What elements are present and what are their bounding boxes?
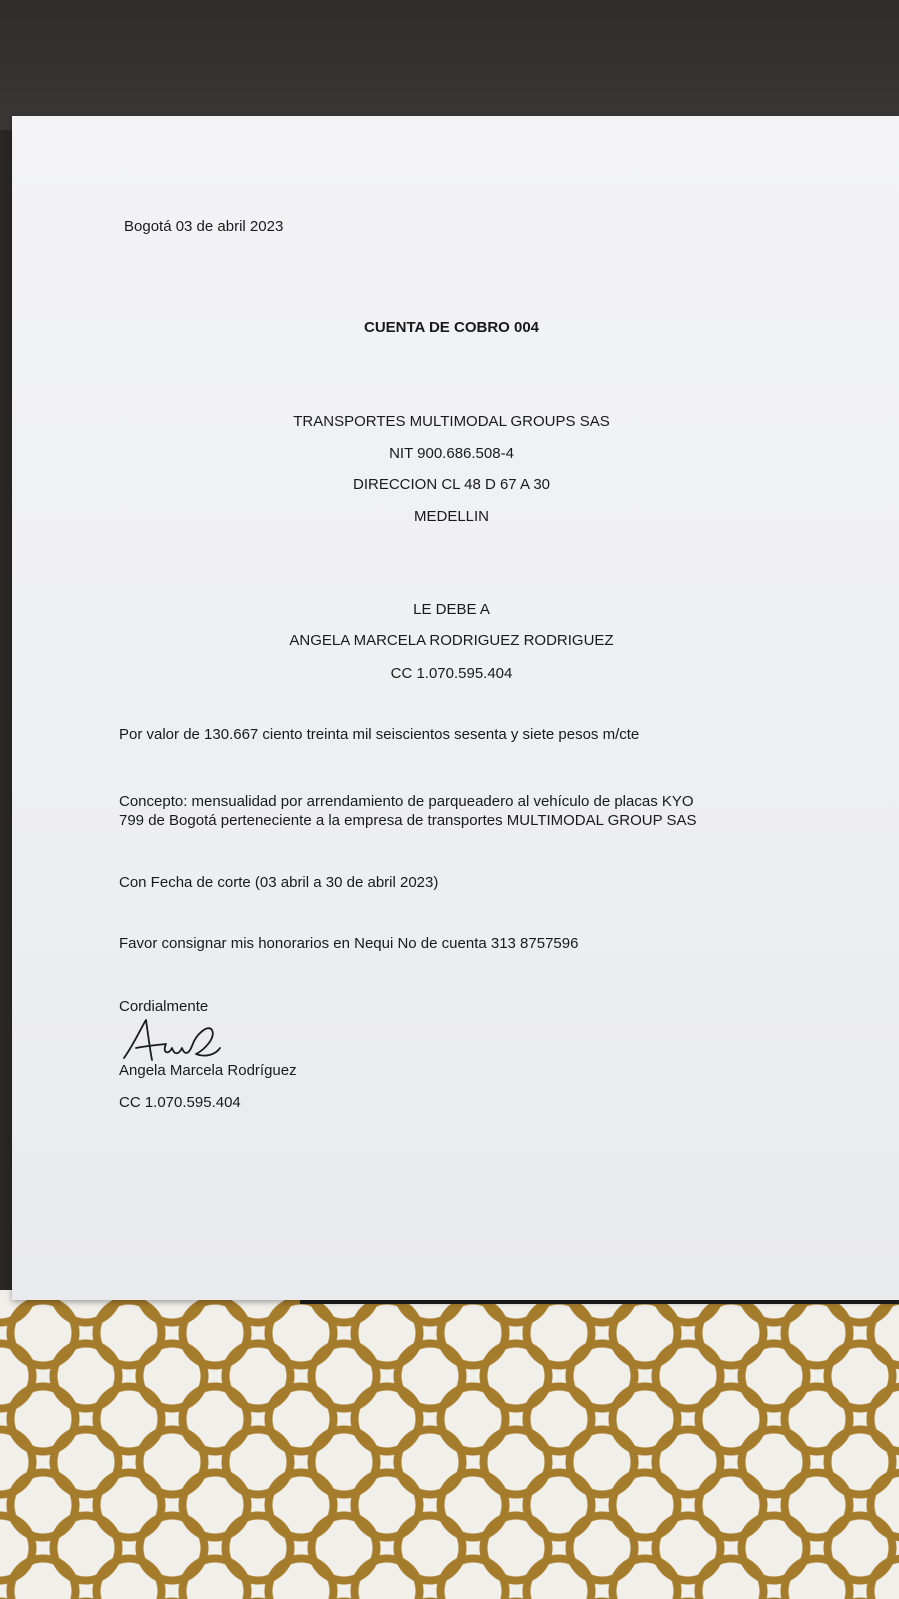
creditor-name: ANGELA MARCELA RODRIGUEZ RODRIGUEZ <box>289 632 614 649</box>
creditor-id: CC 1.070.595.404 <box>390 665 513 682</box>
amount-line: Por valor de 130.667 ciento treinta mil seiscientos sesenta y siete pesos m/cte <box>119 726 640 743</box>
debtor-city: MEDELLIN <box>413 508 490 525</box>
payment-line: Favor consignar mis honorarios en Nequi No de cuenta 313 8757596 <box>119 935 579 952</box>
invoice-paper <box>12 116 899 1300</box>
closing-text: Cordialmente <box>119 998 209 1015</box>
signer-id: CC 1.070.595.404 <box>119 1094 241 1111</box>
debtor-nit: NIT 900.686.508-4 <box>389 445 514 462</box>
owes-to-label: LE DEBE A <box>413 601 490 618</box>
document-title: CUENTA DE COBRO 004 <box>363 319 540 336</box>
date-line: Bogotá 03 de abril 2023 <box>124 218 284 235</box>
signer-name: Angela Marcela Rodríguez <box>119 1062 297 1079</box>
concept-line-2: 799 de Bogotá perteneciente a la empresa de transportes MULTIMODAL GROUP SAS <box>119 812 697 829</box>
concept-line-1: Concepto: mensualidad por arrendamiento de parqueadero al vehículo de placas KYO <box>119 793 694 810</box>
dark-background <box>0 0 899 130</box>
debtor-company: TRANSPORTES MULTIMODAL GROUPS SAS <box>293 413 610 430</box>
period-line: Con Fecha de corte (03 abril a 30 de abril 2023) <box>119 874 439 891</box>
patterned-tablecloth <box>0 1290 899 1599</box>
debtor-address: DIRECCION CL 48 D 67 A 30 <box>352 476 551 493</box>
